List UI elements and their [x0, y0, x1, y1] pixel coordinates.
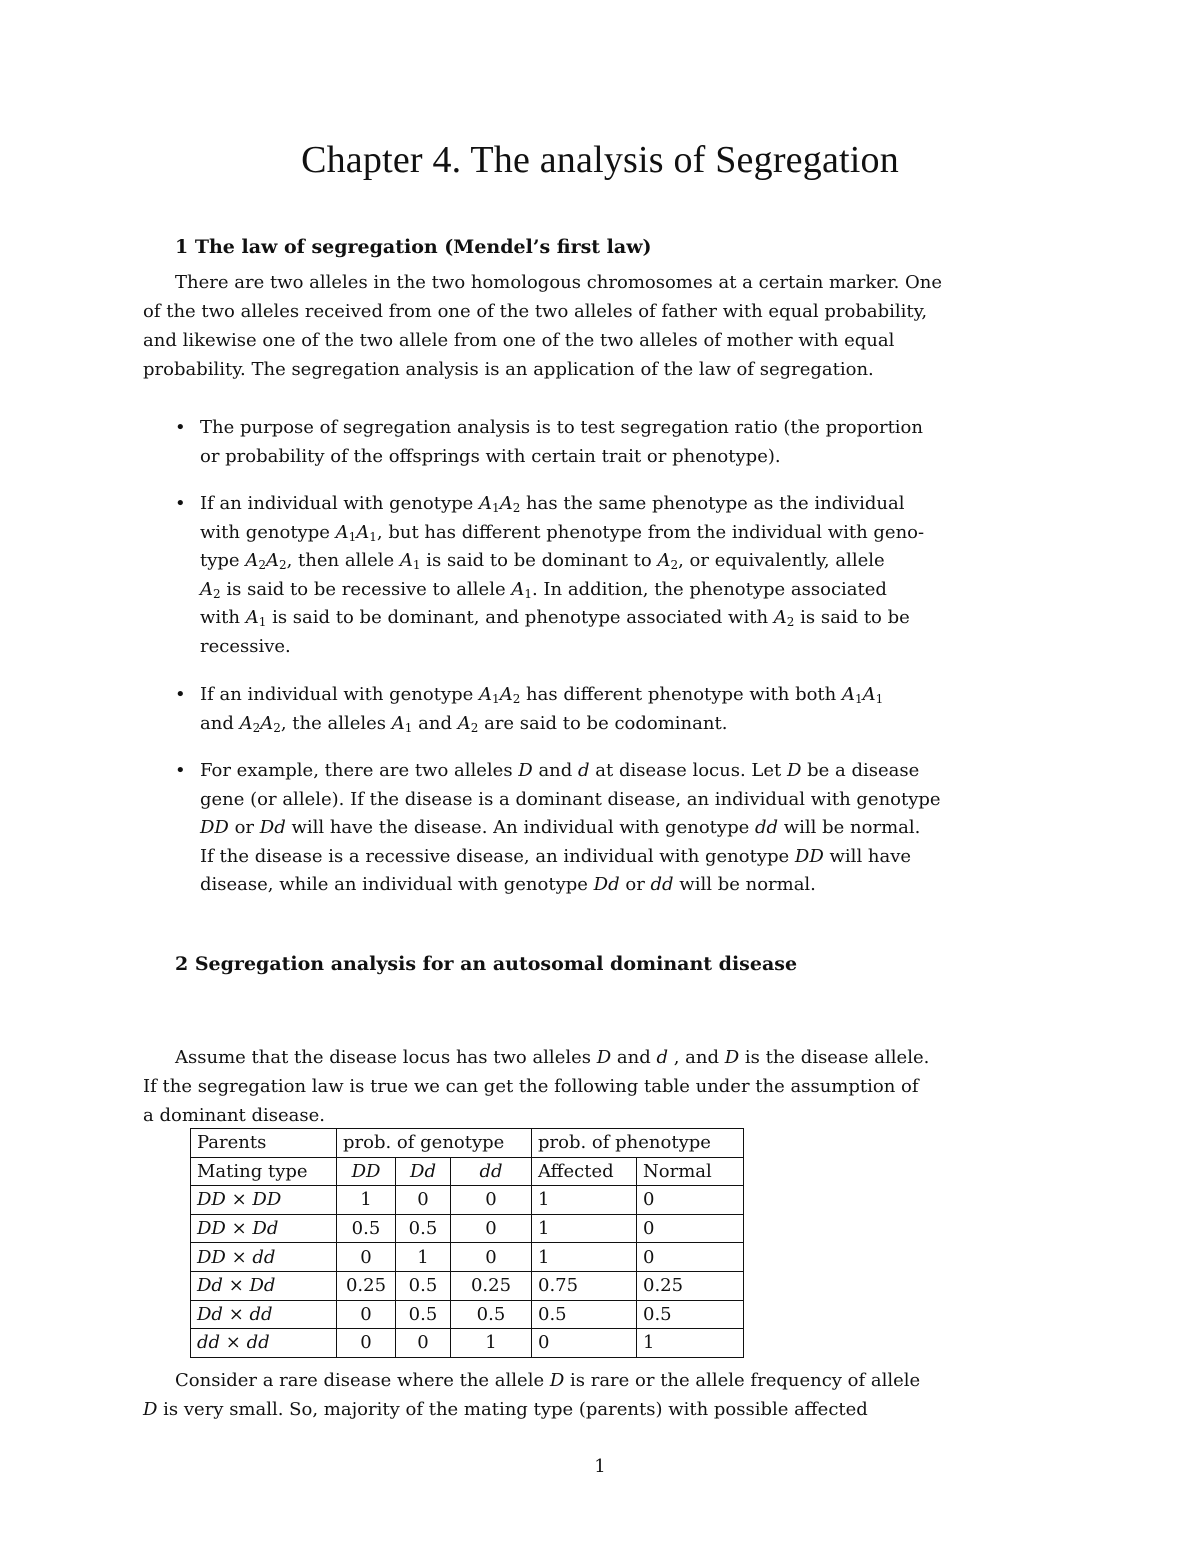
- table-cell: 1: [396, 1243, 451, 1272]
- paragraph-line: a dominant disease.: [143, 1105, 326, 1126]
- table-cell: 0: [451, 1214, 532, 1243]
- table-cell: 0: [451, 1186, 532, 1215]
- bullet-line: and $A_2A_2$, the alleles $A_1$ and $A_2$ are said to be codominant.: [200, 712, 728, 735]
- section-1-heading: 1 The law of segregation (Mendel’s first law): [175, 236, 652, 258]
- bullet-line: disease, while an individual with genotype Dd or dd will be normal.: [200, 874, 816, 895]
- bullet-line: with genotype $A_1A_1$, but has different phenotype from the individual with geno-: [200, 521, 925, 544]
- bullet-dot-icon: •: [175, 760, 186, 781]
- table-cell: 0.5: [451, 1300, 532, 1329]
- table-header-cell: dd: [451, 1157, 532, 1186]
- table-row: [191, 1329, 744, 1358]
- table-header-cell: Dd: [396, 1157, 451, 1186]
- mating-type-cell: DD × DD: [191, 1186, 337, 1215]
- table-header-cell: prob. of genotype: [337, 1129, 532, 1158]
- paragraph-line: of the two alleles received from one of the two alleles of father with equal probability,: [143, 301, 928, 322]
- table-row: [191, 1214, 744, 1243]
- paragraph-line: Assume that the disease locus has two alleles D and d , and D is the disease allele.: [175, 1047, 930, 1068]
- table-header-cell: Affected: [532, 1157, 637, 1186]
- table-cell: 1: [532, 1186, 637, 1215]
- section-2-heading: 2 Segregation analysis for an autosomal dominant disease: [175, 953, 798, 975]
- table-cell: 0.25: [337, 1271, 396, 1300]
- table-cell: 0.5: [396, 1271, 451, 1300]
- bullet-dot-icon: •: [175, 493, 186, 514]
- segregation-table: [190, 1128, 744, 1358]
- mating-type-cell: Dd × Dd: [191, 1271, 337, 1300]
- table-cell: 0: [396, 1329, 451, 1358]
- bullet-line: type $A_2A_2$, then allele $A_1$ is said to be dominant to $A_2$, or equivalently, allele: [200, 550, 885, 572]
- paragraph-line: Consider a rare disease where the allele D is rare or the allele frequency of allele: [175, 1370, 921, 1391]
- table-cell: 0: [637, 1243, 744, 1272]
- bullet-line: If an individual with genotype $A_1A_2$ has different phenotype with both $A_1A_1$: [200, 684, 884, 706]
- table-cell: 0: [637, 1186, 744, 1215]
- table-row: [191, 1186, 744, 1215]
- bullet-line: The purpose of segregation analysis is to test segregation ratio (the proportion: [200, 417, 923, 438]
- table-header-cell: Mating type: [191, 1157, 337, 1186]
- chapter-title: Chapter 4. The analysis of Segregation: [301, 139, 899, 181]
- table-cell: 0.25: [637, 1271, 744, 1300]
- table-cell: 1: [532, 1214, 637, 1243]
- table-cell: 0.5: [396, 1214, 451, 1243]
- table-cell: 0: [637, 1214, 744, 1243]
- table-header-cell: prob. of phenotype: [532, 1129, 744, 1158]
- table-cell: 0: [532, 1329, 637, 1358]
- table-header-cell: DD: [337, 1157, 396, 1186]
- table-cell: 1: [637, 1329, 744, 1358]
- table-cell: 0.5: [337, 1214, 396, 1243]
- table-cell: 1: [532, 1243, 637, 1272]
- table-row: [191, 1271, 744, 1300]
- table-cell: 0: [337, 1243, 396, 1272]
- bullet-line: $A_2$ is said to be recessive to allele $A_1$. In addition, the phenotype associated: [200, 578, 887, 601]
- bullet-dot-icon: •: [175, 417, 186, 438]
- section-1-paragraph: [143, 268, 989, 384]
- paragraph-line: and likewise one of the two allele from one of the two alleles of mother with equal: [143, 330, 895, 351]
- table-cell: 0.5: [396, 1300, 451, 1329]
- mating-type-cell: DD × Dd: [191, 1214, 337, 1243]
- bullet-line: If an individual with genotype $A_1A_2$ has the same phenotype as the individual: [200, 493, 905, 515]
- table-cell: 0.5: [532, 1300, 637, 1329]
- mating-type-cell: DD × dd: [191, 1243, 337, 1272]
- bullet-line: recessive.: [200, 635, 291, 657]
- paragraph-line: If the segregation law is true we can get the following table under the assumption of: [143, 1076, 919, 1097]
- paragraph-line: probability. The segregation analysis is an application of the law of segregation.: [143, 359, 874, 380]
- table-cell: 0: [451, 1243, 532, 1272]
- table-cell: 0: [337, 1300, 396, 1329]
- bullet-line: or probability of the offsprings with certain trait or phenotype).: [200, 445, 781, 467]
- section-2-paragraph: [143, 1043, 989, 1130]
- mating-type-cell: Dd × dd: [191, 1300, 337, 1329]
- page-number: 1: [594, 1456, 606, 1477]
- table-header-cell: Parents: [191, 1129, 337, 1158]
- bullet-line: For example, there are two alleles D and d at disease locus. Let D be a disease: [200, 760, 920, 781]
- table-cell: 1: [451, 1329, 532, 1358]
- bullet-line: with $A_1$ is said to be dominant, and phenotype associated with $A_2$ is said to be: [200, 607, 910, 629]
- table-row: [191, 1243, 744, 1272]
- table-cell: 0: [396, 1186, 451, 1215]
- table-cell: 0.25: [451, 1271, 532, 1300]
- table-row: [191, 1300, 744, 1329]
- bullet-line: DD or Dd will have the disease. An individual with genotype dd will be normal.: [200, 817, 921, 838]
- table-header-row: [191, 1157, 744, 1186]
- table-cell: 0.5: [637, 1300, 744, 1329]
- table-cell: 0.75: [532, 1271, 637, 1300]
- mating-type-cell: dd × dd: [191, 1329, 337, 1358]
- table-cell: 0: [337, 1329, 396, 1358]
- bullet-line: If the disease is a recessive disease, an individual with genotype DD will have: [200, 845, 912, 867]
- paragraph-line: There are two alleles in the two homologous chromosomes at a certain marker. One: [175, 272, 943, 293]
- bullet-dot-icon: •: [175, 684, 186, 705]
- table-header-row: [191, 1129, 744, 1158]
- section-2-paragraph-2: [143, 1366, 989, 1424]
- bullet-line: gene (or allele). If the disease is a dominant disease, an individual with genotype: [200, 788, 941, 810]
- table-header-cell: Normal: [637, 1157, 744, 1186]
- paragraph-line: D is very small. So, majority of the mating type (parents) with possible affected: [143, 1399, 868, 1420]
- table-cell: 1: [337, 1186, 396, 1215]
